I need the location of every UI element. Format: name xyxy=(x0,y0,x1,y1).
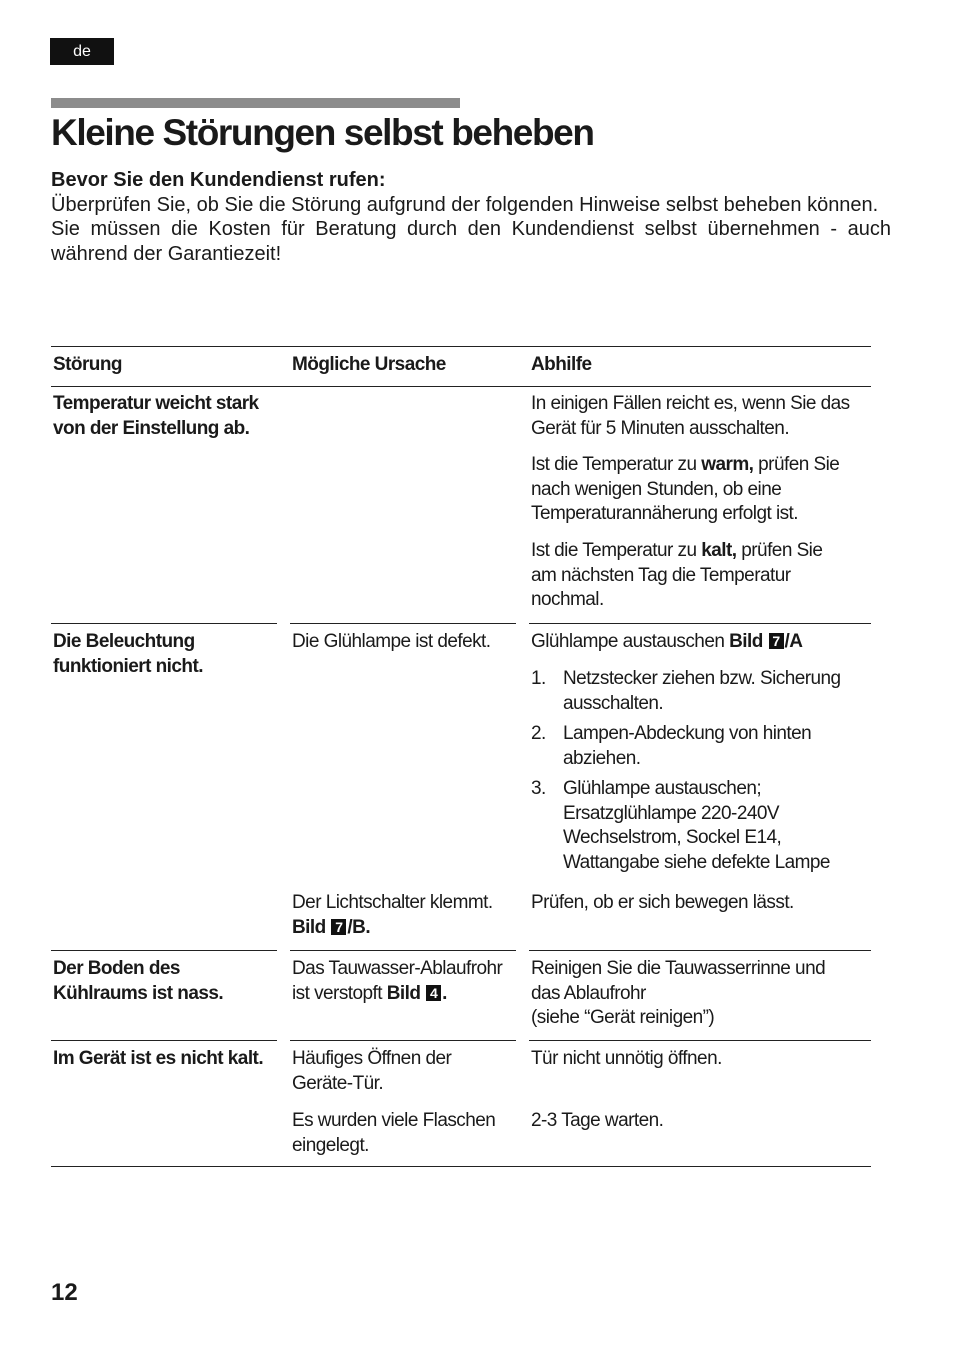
page-number: 12 xyxy=(51,1279,78,1306)
table-header xyxy=(51,346,871,387)
remedy-text: Prüfen, ob er sich bewegen lässt. xyxy=(531,892,794,913)
intro-paragraph-2: Sie müssen die Kosten für Beratung durch den Kundendienst selbst übernehmen - auch während der Garantiezeit! xyxy=(51,218,891,265)
fault-text: Die Beleuchtung funktioniert nicht. xyxy=(53,631,203,677)
remedy-text: Glühlampe austauschen Bild 7 /A xyxy=(531,631,803,652)
header-remedy: Abhilfe xyxy=(531,354,592,375)
remedy-text: Ist die Temperatur zu warm, prüfen Sie nach wenigen Stunden, ob eine Temperaturannäherung erfolgt ist. xyxy=(531,454,840,524)
fault-text: Im Gerät ist es nicht kalt. xyxy=(53,1048,264,1069)
intro-lead: Bevor Sie den Kundendienst rufen: xyxy=(51,169,386,191)
cause-text: Die Glühlampe ist defekt. xyxy=(292,631,491,652)
remedy-text: Reinigen Sie die Tauwasserrinne und das Ablaufrohr (siehe “Gerät reinigen”) xyxy=(531,958,826,1028)
table-row xyxy=(51,1041,871,1166)
remedy-text: Tür nicht unnötig öffnen. xyxy=(531,1048,722,1069)
table-row xyxy=(51,386,871,623)
intro-paragraph-1: Überprüfen Sie, ob Sie die Störung aufgrund der folgenden Hinweise selbst beheben können. xyxy=(51,193,879,216)
language-tag: de xyxy=(50,38,114,65)
fault-text: Temperatur weicht stark von der Einstellung ab. xyxy=(53,393,259,439)
page-title: Kleine Störungen selbst beheben xyxy=(51,112,594,153)
remedy-text: Ist die Temperatur zu kalt, prüfen Sie am nächsten Tag die Temperatur nochmal. xyxy=(531,540,823,610)
cause-text: Es wurden viele Flaschen eingelegt. xyxy=(292,1110,496,1156)
figure-number-badge: 7 xyxy=(769,633,784,649)
intro-section xyxy=(51,168,891,266)
numbered-steps: 1. Netzstecker ziehen bzw. Sicherung ausschalten. 2. Lampen-Abdeckung von hinten abziehen. 3. Glühlampe austauschen; Ersatzglühlampe 220-240V Wechselstrom, Sockel E14, Wattangabe siehe defekte Lampe xyxy=(531,668,841,873)
figure-number-badge: 7 xyxy=(331,919,346,935)
remedy-text: In einigen Fällen reicht es, wenn Sie das Gerät für 5 Minuten ausschalten. xyxy=(531,393,850,439)
header-fault: Störung xyxy=(53,354,122,375)
remedy-text: 2-3 Tage warten. xyxy=(531,1110,664,1131)
cause-text: Der Lichtschalter klemmt. Bild 7 /B. xyxy=(292,892,493,938)
table-bottom-rule xyxy=(51,1166,871,1167)
cause-text: Das Tauwasser-Ablaufrohr ist verstopft Bild 4 . xyxy=(292,958,503,1004)
troubleshooting-table xyxy=(51,346,871,1156)
table-row xyxy=(51,624,871,950)
figure-number-badge: 4 xyxy=(426,985,441,1001)
cause-text: Häufiges Öffnen der Geräte-Tür. xyxy=(292,1048,452,1094)
title-rule xyxy=(51,98,460,108)
table-row xyxy=(51,951,871,1040)
header-cause: Mögliche Ursache xyxy=(292,354,446,375)
fault-text: Der Boden des Kühlraums ist nass. xyxy=(53,958,224,1004)
